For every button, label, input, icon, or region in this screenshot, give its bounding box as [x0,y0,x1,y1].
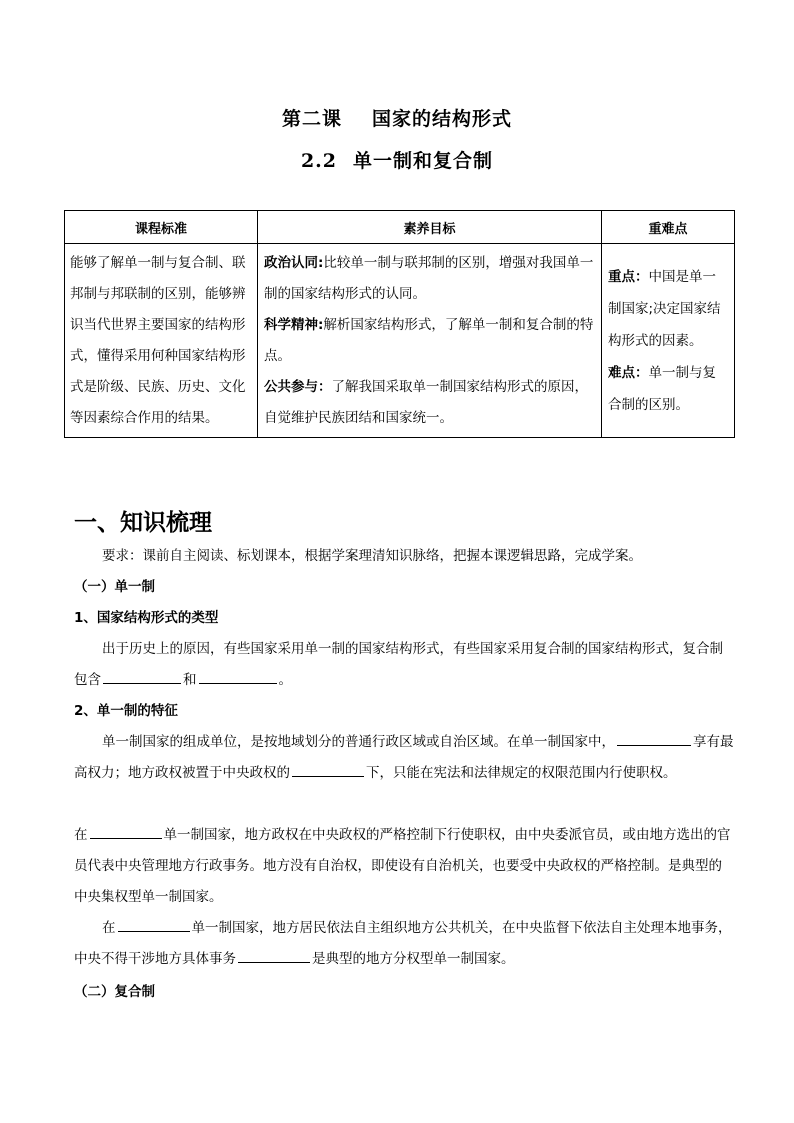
curriculum-table [64,210,735,438]
lesson-name: 国家的结构形式 [372,108,513,130]
point4-paragraph [74,913,734,975]
lesson-number: 第二课 [281,108,342,130]
key-points-cell [602,244,735,438]
point1-text: 出于历史上的原因，有些国家采用单一制的国家结构形式，有些国家采用复合制的国家结构形式，复合制包含 [74,641,723,688]
requirement-text: 要求：课前自主阅读、标划课本，根据学案理清知识脉络，把握本课逻辑思路，完成学案。 [102,548,642,564]
point4-text-b: 单一制国家，地方居民依法自主组织地方公共机关，在中央监督下依法自主处理本地事务，中央不得干涉地方具体事务 [74,920,732,967]
goal-item [264,248,595,310]
knowledge-heading: 一、知识梳理 [74,509,212,536]
key-point-item [608,357,728,421]
header-standard: 课程标准 [65,211,258,244]
table-header-row [65,211,735,244]
lesson-title [0,104,794,131]
point2-text-b: 享有最高权力；地方政权被置于中央政权的 [74,734,734,781]
goals-cell [258,244,602,438]
point1-paragraph [74,634,734,696]
point2-text-a: 单一制国家的组成单位，是按地域划分的普通行政区域或自治区域。在单一制国家中， [102,734,615,750]
key-point-item [608,261,728,357]
point3-text-b: 单一制国家，地方政权在中央政权的严格控制下行使职权，由中央委派官员，或由地方选出的官员代表中央管理地方行政事务。地方没有自治权，即使设有自治机关，也要受中央政权的严格控制。是典型的中央集权型单一制国家。 [74,827,731,905]
key-point-text: 单一制与复合制的区别。 [608,364,716,413]
point4-text-a: 在 [102,920,116,936]
point1-title: 1、国家结构形式的类型 [74,610,219,626]
fill-blank[interactable] [199,669,277,684]
table-row [65,244,735,438]
fill-blank[interactable] [118,917,190,932]
key-point-label: 难点： [608,364,649,381]
course-standard-cell: 能够了解单一制与复合制、联邦制与邦联制的区别，能够辨识当代世界主要国家的结构形式，懂得采用何种国家结构形式是阶级、民族、历史、文化等因素综合作用的结果。 [65,244,258,438]
point4-text-c: 是典型的地方分权型单一制国家。 [312,951,515,967]
goal-text: 解析国家结构形式，了解单一制和复合制的特点。 [264,316,594,364]
point1-and: 和 [183,672,197,688]
subsection-compound: （二）复合制 [74,984,155,1000]
goal-item [264,372,595,434]
section-number: 2.2 [300,150,338,172]
goal-label: 公共参与： [264,378,332,395]
section-name: 单一制和复合制 [353,150,494,172]
fill-blank[interactable] [292,762,364,777]
point2-paragraph [74,727,734,789]
goal-text: 比较单一制与联邦制的区别，增强对我国单一制的国家结构形式的认同。 [264,254,594,302]
goal-label: 政治认同: [264,254,324,271]
section-title [0,146,794,173]
point3-text-a: 在 [74,827,88,843]
fill-blank[interactable] [617,731,691,746]
point2-text-c: 下，只能在宪法和法律规定的权限范围内行使职权。 [366,765,677,781]
header-goals: 素养目标 [258,211,602,244]
goal-text: 了解我国采取单一制国家结构形式的原因，自觉维护民族团结和国家统一。 [264,378,588,426]
key-point-text: 中国是单一制国家;决定国家结构形式的因素。 [608,268,721,349]
goal-item [264,310,595,372]
key-point-label: 重点： [608,268,649,285]
point3-paragraph [74,820,734,913]
point2-title: 2、单一制的特征 [74,703,178,719]
fill-blank[interactable] [90,824,162,839]
point1-end: 。 [278,672,292,688]
goal-label: 科学精神: [264,316,324,333]
fill-blank[interactable] [238,948,310,963]
fill-blank[interactable] [103,669,181,684]
header-key-points: 重难点 [602,211,735,244]
subsection-unitary: （一）单一制 [74,579,155,595]
